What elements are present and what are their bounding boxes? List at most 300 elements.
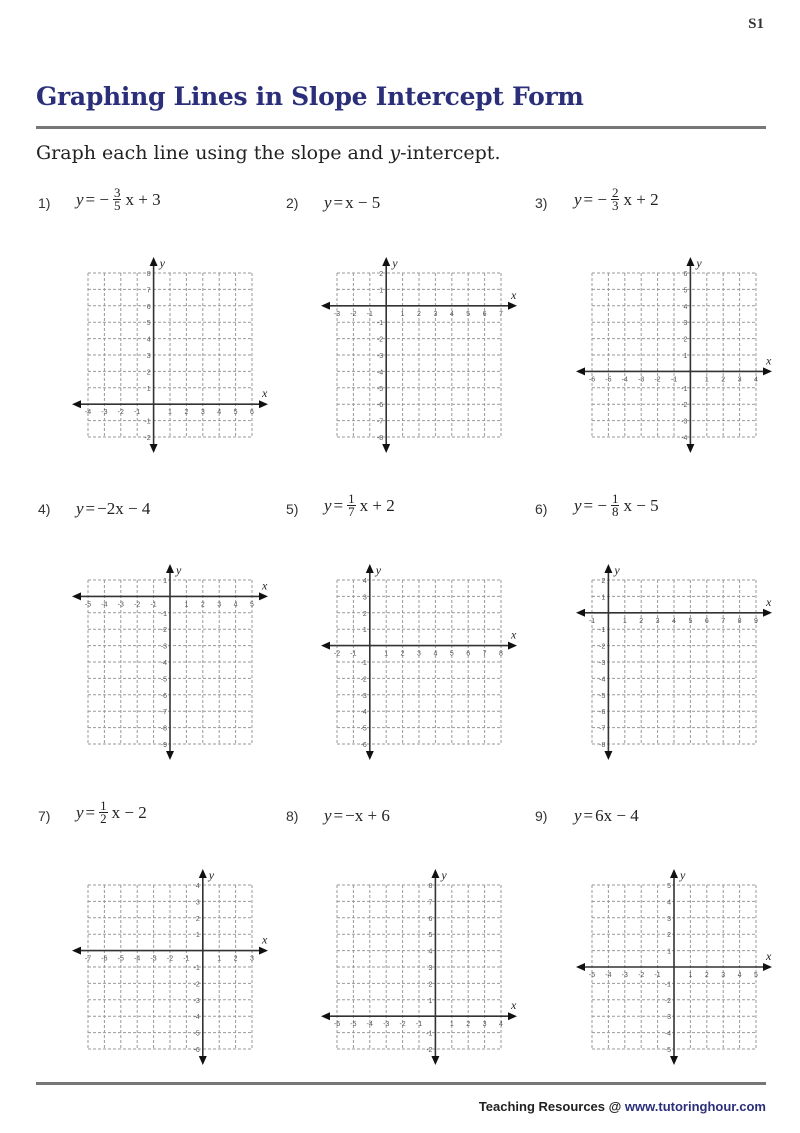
arrow-down-icon (382, 444, 390, 453)
x-axis-label: x (511, 627, 517, 642)
x-tick-label: 4 (233, 601, 238, 609)
instructions-text: Graph each line using the slope and (36, 142, 390, 164)
arrow-right-icon (259, 947, 268, 955)
x-tick-label: 1 (704, 376, 709, 384)
equation-lhs: y (76, 802, 84, 822)
equation (76, 499, 150, 519)
equation-equals: = (583, 806, 594, 825)
equation (324, 493, 395, 518)
y-tick-label: 1 (146, 385, 151, 393)
y-tick-label: -6 (360, 742, 367, 749)
y-tick-label: 2 (146, 369, 151, 377)
arrow-left-icon (72, 947, 81, 955)
x-tick-label: 2 (400, 650, 405, 658)
y-axis-label: y (176, 563, 182, 577)
y-tick-label: -2 (193, 981, 200, 989)
y-tick-label: 1 (163, 578, 167, 585)
equation-equals: = (333, 495, 344, 515)
fraction-denominator: 2 (100, 811, 107, 826)
arrow-right-icon (508, 642, 517, 650)
x-axis-label: x (262, 932, 268, 947)
equation-equals: = − (583, 189, 607, 209)
x-tick-label: 6 (466, 650, 471, 658)
x-tick-label: 2 (417, 310, 421, 318)
coordinate-grid (572, 560, 776, 764)
arrow-left-icon (321, 642, 330, 650)
fraction-denominator: 5 (113, 198, 121, 213)
x-tick-label: -2 (654, 376, 661, 384)
x-tick-label: 3 (417, 650, 421, 658)
arrow-up-icon (431, 869, 439, 878)
x-tick-label: -3 (150, 955, 157, 963)
x-tick-label: 1 (168, 409, 172, 417)
fraction-numerator: 1 (100, 798, 107, 813)
x-tick-label: 4 (433, 650, 438, 658)
equation-lhs: y (76, 189, 84, 209)
fraction-numerator: 1 (611, 491, 619, 506)
x-axis-label: x (511, 998, 517, 1013)
x-tick-label: -1 (670, 376, 678, 384)
arrow-right-icon (763, 609, 772, 617)
arrow-up-icon (382, 257, 390, 266)
y-tick-label: -4 (376, 369, 384, 377)
y-tick-label: -4 (193, 1014, 200, 1022)
equation-equals: = − (85, 189, 109, 209)
y-tick-label: -5 (664, 1047, 671, 1054)
x-tick-label: -5 (605, 376, 612, 384)
y-tick-label: -1 (599, 627, 606, 635)
arrow-up-icon (150, 257, 158, 266)
y-axis-label: y (441, 868, 447, 882)
equation-rest: x + 2 (359, 495, 395, 515)
arrow-right-icon (508, 1012, 517, 1020)
x-tick-label: -5 (588, 972, 596, 979)
x-tick-label: -3 (638, 376, 645, 384)
equation-fraction (611, 493, 620, 518)
y-tick-label: 1 (379, 287, 384, 295)
fraction-denominator: 8 (611, 504, 619, 519)
y-tick-label: -1 (193, 965, 200, 972)
x-axis-label: x (262, 386, 268, 401)
y-tick-label: -5 (160, 676, 167, 684)
x-tick-label: -1 (350, 650, 357, 658)
x-tick-label: 1 (384, 650, 389, 658)
y-tick-label: 5 (146, 320, 151, 328)
coordinate-grid (68, 865, 272, 1069)
y-tick-label: 4 (362, 578, 367, 585)
y-tick-label: -3 (664, 1014, 671, 1022)
equation-lhs: y (574, 189, 582, 209)
y-tick-label: 2 (601, 578, 606, 585)
y-tick-label: 2 (195, 915, 200, 923)
x-tick-label: 6 (250, 409, 254, 417)
x-tick-label: 3 (482, 1021, 487, 1029)
sheet-id: S1 (748, 16, 764, 32)
y-tick-label: -1 (160, 610, 167, 618)
y-axis-label: y (208, 868, 215, 882)
y-tick-label: -3 (599, 660, 606, 667)
arrow-left-icon (576, 367, 585, 375)
equation-rest: −2x − 4 (97, 499, 151, 518)
y-tick-label: -7 (376, 418, 384, 426)
y-tick-label: 8 (428, 883, 433, 890)
x-tick-label: -1 (415, 1021, 423, 1029)
arrow-down-icon (604, 751, 612, 760)
problem-number: 8) (286, 808, 299, 824)
y-tick-label: -1 (376, 320, 384, 328)
x-tick-label: 7 (499, 310, 503, 318)
x-tick-label: 1 (184, 601, 189, 609)
equation (76, 800, 147, 825)
problem-number: 9) (535, 808, 548, 824)
page-title: Graphing Lines in Slope Intercept Form (36, 82, 584, 111)
y-tick-label: 2 (428, 981, 433, 989)
arrow-right-icon (763, 963, 772, 971)
x-axis-label: x (262, 578, 268, 593)
equation (324, 806, 390, 826)
x-tick-label: 2 (200, 601, 205, 609)
y-tick-label: -8 (599, 742, 606, 749)
y-tick-label: -2 (376, 336, 384, 344)
instructions-var: y (389, 142, 401, 164)
y-tick-label: -2 (664, 997, 671, 1005)
y-tick-label: -1 (681, 385, 688, 393)
x-tick-label: 9 (754, 617, 758, 625)
y-axis-label: y (696, 256, 702, 270)
x-tick-label: 4 (737, 972, 742, 979)
y-tick-label: -6 (193, 1047, 200, 1054)
x-tick-label: -3 (101, 409, 108, 417)
problem-number: 3) (535, 195, 548, 211)
y-tick-label: -3 (360, 692, 367, 700)
y-tick-label: -8 (376, 435, 384, 442)
equation-rest: 6x − 4 (595, 806, 639, 825)
x-tick-label: -6 (588, 376, 596, 384)
x-tick-label: 6 (482, 310, 487, 318)
arrow-up-icon (366, 564, 374, 573)
x-tick-label: -4 (134, 955, 141, 963)
x-tick-label: -2 (166, 955, 174, 963)
y-tick-label: -5 (193, 1030, 200, 1038)
arrow-right-icon (508, 302, 517, 310)
x-tick-label: 7 (482, 650, 487, 658)
y-tick-label: 5 (683, 287, 688, 295)
x-tick-label: 6 (704, 617, 709, 625)
y-tick-label: -1 (144, 418, 151, 426)
equation-rest: x − 5 (345, 193, 381, 212)
y-tick-label: -1 (360, 660, 367, 667)
equation-fraction (113, 187, 122, 212)
equation (574, 806, 639, 826)
y-tick-label: 1 (683, 353, 688, 360)
y-tick-label: -4 (360, 709, 367, 717)
y-tick-label: -5 (360, 725, 367, 733)
x-tick-label: 8 (737, 617, 742, 625)
coordinate-grid (317, 865, 521, 1069)
equation-fraction (99, 800, 108, 825)
equation-lhs: y (324, 193, 332, 212)
x-tick-label: 4 (217, 409, 222, 417)
y-tick-label: 3 (146, 353, 151, 360)
y-tick-label: 3 (428, 965, 433, 972)
y-tick-label: 2 (683, 336, 688, 344)
problem-number: 2) (286, 195, 299, 211)
x-tick-label: -4 (621, 376, 628, 384)
x-tick-label: 2 (233, 955, 238, 963)
arrow-down-icon (686, 444, 694, 453)
y-tick-label: -7 (599, 725, 606, 733)
x-tick-label: 3 (433, 310, 438, 318)
instructions-text-end: -intercept. (400, 142, 501, 164)
x-tick-label: 4 (499, 1021, 503, 1029)
y-tick-label: 6 (683, 271, 688, 278)
x-tick-label: -4 (101, 601, 108, 609)
equation-lhs: y (574, 495, 582, 515)
x-tick-label: 2 (704, 972, 709, 979)
y-tick-label: -5 (599, 692, 606, 700)
x-tick-label: -7 (84, 955, 92, 963)
y-tick-label: -4 (599, 676, 606, 684)
y-tick-label: -6 (599, 709, 606, 717)
y-tick-label: -4 (160, 660, 167, 667)
y-axis-label: y (375, 563, 382, 577)
y-tick-label: 3 (667, 915, 671, 923)
problem-number: 7) (38, 808, 51, 824)
x-tick-label: 5 (449, 650, 454, 658)
x-tick-label: 3 (737, 376, 742, 384)
x-axis-label: x (511, 287, 517, 302)
x-tick-label: 2 (721, 376, 726, 384)
footer-divider (36, 1082, 766, 1085)
x-tick-label: -2 (134, 601, 141, 609)
equation-fraction (347, 493, 356, 518)
arrow-right-icon (259, 592, 268, 600)
arrow-right-icon (763, 367, 772, 375)
x-tick-label: 1 (400, 310, 405, 318)
arrow-right-icon (259, 400, 268, 408)
y-tick-label: -3 (193, 997, 200, 1005)
x-tick-label: -1 (134, 409, 141, 417)
equation-lhs: y (324, 495, 332, 515)
y-tick-label: -2 (144, 435, 151, 442)
arrow-up-icon (166, 564, 174, 573)
y-tick-label: -2 (681, 402, 688, 410)
problem-number: 6) (535, 501, 548, 517)
y-tick-label: -3 (681, 418, 688, 426)
x-tick-label: -6 (333, 1021, 341, 1029)
x-tick-label: -4 (605, 972, 612, 979)
fraction-numerator: 1 (348, 491, 355, 506)
x-tick-label: -2 (638, 972, 645, 979)
y-tick-label: 6 (428, 915, 433, 923)
y-tick-label: -3 (160, 643, 167, 651)
equation-lhs: y (324, 806, 332, 825)
y-tick-label: -6 (376, 402, 384, 410)
arrow-left-icon (72, 592, 81, 600)
y-tick-label: 2 (362, 610, 367, 618)
x-tick-label: 2 (466, 1021, 471, 1029)
x-tick-label: -1 (654, 972, 661, 979)
y-axis-label: y (614, 563, 620, 577)
x-tick-label: 1 (688, 972, 693, 979)
x-axis-label: x (766, 949, 772, 963)
arrow-up-icon (199, 869, 207, 878)
x-tick-label: -4 (366, 1021, 373, 1029)
equation-equals: = (85, 499, 96, 518)
y-tick-label: -1 (664, 981, 671, 989)
y-tick-label: -8 (160, 725, 167, 733)
y-tick-label: 4 (146, 336, 151, 344)
x-tick-label: 5 (233, 409, 238, 417)
x-tick-label: 5 (250, 601, 254, 609)
y-tick-label: 4 (195, 883, 200, 890)
coordinate-grid (317, 560, 521, 764)
y-tick-label: -6 (160, 692, 167, 700)
fraction-numerator: 2 (611, 185, 619, 200)
arrow-left-icon (576, 963, 585, 971)
y-tick-label: 4 (428, 948, 433, 956)
y-tick-label: 3 (683, 320, 688, 328)
x-tick-label: 5 (754, 972, 758, 979)
y-tick-label: 1 (428, 997, 433, 1005)
instructions (36, 142, 500, 164)
problem-number: 4) (38, 501, 51, 517)
equation-rest: x + 3 (125, 189, 161, 209)
fraction-denominator: 7 (348, 504, 355, 519)
y-tick-label: 2 (379, 271, 384, 278)
y-tick-label: 4 (683, 303, 688, 311)
x-tick-label: 4 (672, 617, 676, 625)
coordinate-grid (68, 560, 272, 764)
x-tick-label: 4 (449, 310, 454, 318)
equation-rest: x − 2 (111, 802, 147, 822)
y-tick-label: -5 (376, 385, 384, 393)
x-tick-label: -2 (333, 650, 341, 658)
x-tick-label: 3 (217, 601, 222, 609)
equation-lhs: y (76, 499, 84, 518)
y-tick-label: -1 (426, 1030, 433, 1038)
x-tick-label: 3 (200, 409, 205, 417)
equation-rest: x + 2 (623, 189, 659, 209)
x-tick-label: -1 (150, 601, 157, 609)
y-axis-label: y (392, 256, 398, 270)
x-tick-label: 3 (721, 972, 726, 979)
fraction-denominator: 3 (611, 198, 619, 213)
x-tick-label: -1 (366, 310, 373, 318)
y-tick-label: -2 (426, 1047, 433, 1054)
equation (574, 187, 659, 212)
x-tick-label: -4 (84, 409, 92, 417)
arrow-up-icon (686, 257, 694, 266)
y-axis-label: y (680, 868, 686, 882)
arrow-up-icon (604, 564, 612, 573)
coordinate-grid (572, 865, 776, 1069)
y-tick-label: 2 (667, 932, 671, 940)
arrow-left-icon (321, 302, 330, 310)
equation (574, 493, 659, 518)
x-tick-label: 3 (250, 955, 254, 963)
y-tick-label: 8 (146, 271, 151, 278)
x-tick-label: 2 (184, 409, 189, 417)
footer-text: Teaching Resources @ (478, 1099, 625, 1114)
footer-link[interactable]: www.tutoringhour.com (624, 1099, 766, 1114)
y-tick-label: -9 (160, 742, 167, 749)
y-tick-label: 3 (195, 899, 200, 907)
y-tick-label: 1 (362, 627, 367, 635)
y-tick-label: -4 (681, 435, 688, 442)
arrow-left-icon (72, 400, 81, 408)
x-tick-label: -6 (101, 955, 108, 963)
coordinate-grid (317, 253, 521, 457)
y-tick-label: 5 (428, 932, 433, 940)
problem-number: 1) (38, 195, 51, 211)
coordinate-grid (572, 253, 776, 457)
problem-number: 5) (286, 501, 299, 517)
equation-equals: = − (583, 495, 607, 515)
fraction-numerator: 3 (113, 185, 121, 200)
y-tick-label: 1 (195, 932, 200, 940)
arrow-down-icon (670, 1056, 678, 1065)
x-tick-label: 8 (499, 650, 503, 658)
y-tick-label: 6 (146, 303, 151, 311)
x-tick-label: -3 (383, 1021, 390, 1029)
x-tick-label: 5 (688, 617, 693, 625)
x-tick-label: 2 (639, 617, 644, 625)
y-tick-label: -2 (360, 676, 367, 684)
y-tick-label: 7 (428, 899, 433, 907)
x-tick-label: 1 (449, 1021, 454, 1029)
x-tick-label: -5 (84, 601, 92, 609)
y-tick-label: 3 (362, 594, 367, 602)
arrow-left-icon (576, 609, 585, 617)
x-axis-label: x (766, 594, 772, 609)
y-tick-label: 7 (146, 287, 151, 295)
y-tick-label: 1 (667, 948, 671, 956)
equation-equals: = (333, 193, 344, 212)
x-axis-label: x (766, 353, 772, 368)
x-tick-label: 3 (655, 617, 660, 625)
x-tick-label: 5 (466, 310, 471, 318)
y-tick-label: -7 (160, 709, 167, 717)
arrow-down-icon (431, 1056, 439, 1065)
equation-equals: = (85, 802, 96, 822)
coordinate-grid (68, 253, 272, 457)
arrow-left-icon (321, 1012, 330, 1020)
equation-rest: −x + 6 (345, 806, 390, 825)
y-tick-label: -2 (599, 643, 606, 651)
arrow-down-icon (150, 444, 158, 453)
y-tick-label: 1 (601, 594, 606, 602)
x-tick-label: -3 (117, 601, 124, 609)
x-tick-label: -3 (333, 310, 341, 318)
equation-lhs: y (574, 806, 582, 825)
y-tick-label: -4 (664, 1030, 671, 1038)
arrow-up-icon (670, 869, 678, 878)
y-tick-label: -3 (376, 353, 384, 360)
arrow-down-icon (199, 1056, 207, 1065)
arrow-down-icon (366, 751, 374, 760)
equation (324, 193, 380, 213)
x-tick-label: -2 (350, 310, 357, 318)
x-tick-label: -1 (183, 955, 190, 963)
equation (76, 187, 161, 212)
x-tick-label: -2 (117, 409, 124, 417)
title-divider (36, 126, 766, 129)
y-axis-label: y (159, 256, 165, 270)
x-tick-label: -3 (621, 972, 628, 979)
arrow-down-icon (166, 751, 174, 760)
y-tick-label: -2 (160, 627, 167, 635)
